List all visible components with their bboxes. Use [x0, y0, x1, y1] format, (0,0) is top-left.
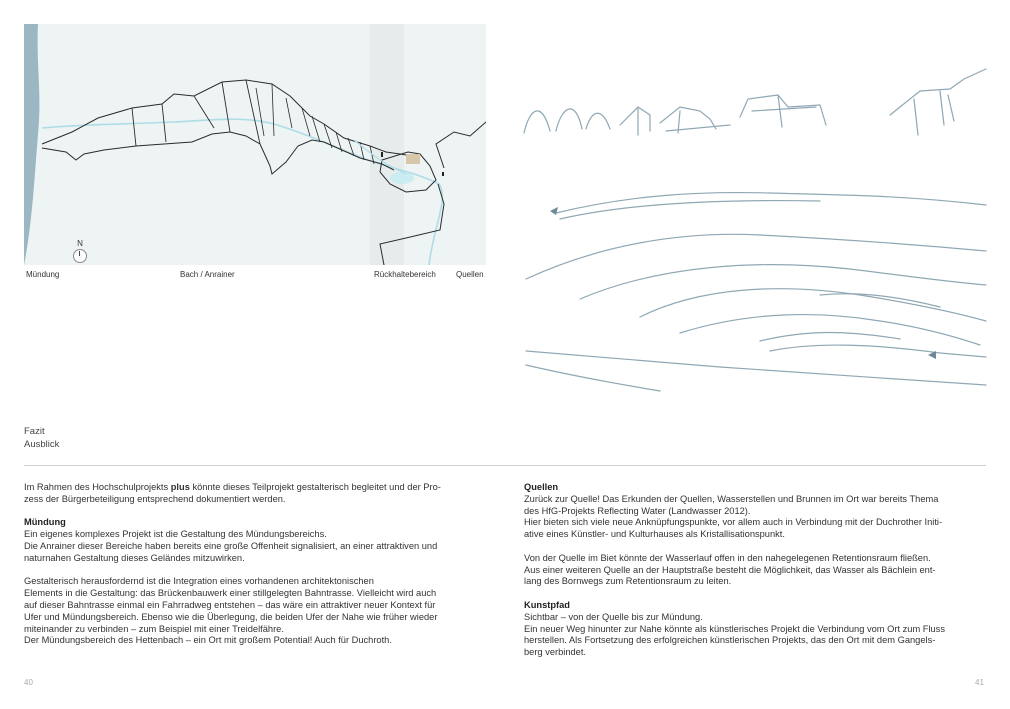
quelle-biet-line: Von der Quelle im Biet könnte der Wasserlauf offen in den nahegelegenen Retentionsraum fließen.: [524, 552, 931, 563]
north-arrow-icon: [73, 249, 87, 263]
heading-quellen: Quellen: [524, 482, 559, 492]
intro-line-1: Im Rahmen des Hochschulprojekts plus könnte dieses Teilprojekt gestalterisch begleitet und der Pro-: [24, 482, 441, 492]
map-label-rueckhalte: Rückhaltebereich: [374, 270, 436, 279]
integration-line: miteinander zu verbinden – zum Beispiel mit einer Treidelfähre.: [24, 623, 284, 634]
heading-muendung: Mündung: [24, 517, 66, 528]
integration-line: auf dieser Bahntrasse einmal ein Fahrradweg entstehen – das wäre ein attraktiver neuer Kontext für: [24, 599, 436, 610]
quellen-line: Hier bieten sich viele neue Anknüpfungspunkte, vor allem auch in Verbindung mit der Duchrother Initi-: [524, 517, 943, 528]
page-number-right: 41: [975, 678, 984, 687]
sidebar-fazit: Fazit: [24, 426, 45, 437]
kunstpfad-line: Sichtbar – von der Quelle bis zur Mündung.: [524, 611, 703, 622]
integration-line: Elements in die Gestaltung: das Brückenbauwerk einer stillgelegten Bahntrasse. Vielleicht wird auch: [24, 588, 437, 599]
kunstpfad-line: Ein neuer Weg hinunter zur Nahe könnte als künstlerisches Projekt die Verbindung vom Ort zum Fluss: [524, 623, 945, 634]
site-map: [24, 24, 486, 265]
page-number-left: 40: [24, 678, 33, 687]
map-drawing: [24, 24, 486, 265]
muendung-line: Die Anrainer dieser Bereiche haben bereits eine große Offenheit signalisiert, an einer attraktiven und: [24, 540, 438, 551]
left-column: [24, 482, 480, 647]
sidebar-ausblick: Ausblick: [24, 439, 60, 450]
muendung-line: Ein eigenes komplexes Projekt ist die Gestaltung des Mündungsbereichs.: [24, 529, 327, 540]
map-label-quellen: Quellen: [456, 270, 484, 279]
intro-line-2: zess der Bürgerbeteiligung entsprechend dokumentiert werden.: [24, 493, 286, 504]
integration-line: Gestalterisch herausfordernd ist die Integration eines vorhandenen architektonischen: [24, 576, 374, 587]
quellen-line: des HfG-Projekts Reflecting Water (Landwasser 2012).: [524, 505, 751, 516]
divider: [24, 465, 986, 466]
right-column: [524, 482, 980, 659]
quellen-line: Zurück zur Quelle! Das Erkunden der Quellen, Wasserstellen und Brunnen im Ort war bereits Thema: [524, 493, 939, 504]
heading-kunstpfad: Kunstpfad: [524, 599, 570, 610]
quelle-biet-line: Aus einer weiteren Quelle an der Hauptstraße besteht die Möglichkeit, das Wasser als Bächlein ent-: [524, 564, 936, 575]
integration-line: Der Mündungsbereich des Hettenbach – ein Ort mit großem Potential! Auch für Duchroth.: [24, 635, 392, 646]
landscape-sketch: [520, 55, 990, 400]
north-label: N: [77, 239, 83, 248]
quellen-line: ative eines Künstler- und Kulturhauses als Kristallisationspunkt.: [524, 529, 785, 540]
project-name: plus: [170, 482, 190, 492]
map-label-muendung: Mündung: [26, 270, 60, 279]
kunstpfad-line: berg verbindet.: [524, 647, 587, 658]
integration-line: Ufer und Mündungsbereich. Ebenso wie die Überlegung, die beiden Ufer der Nahe wie früher wieder: [24, 611, 438, 622]
quelle-biet-line: lang des Bornwegs zum Retentionsraum zu leiten.: [524, 576, 732, 587]
map-label-bach: Bach / Anrainer: [180, 270, 235, 279]
muendung-line: naturnahen Gestaltung dieses Geländes mitzuwirken.: [24, 552, 245, 563]
kunstpfad-line: herstellen. Als Fortsetzung des erfolgreichen künstlerischen Projekts, das den Ort mit dem Gangels-: [524, 635, 936, 646]
